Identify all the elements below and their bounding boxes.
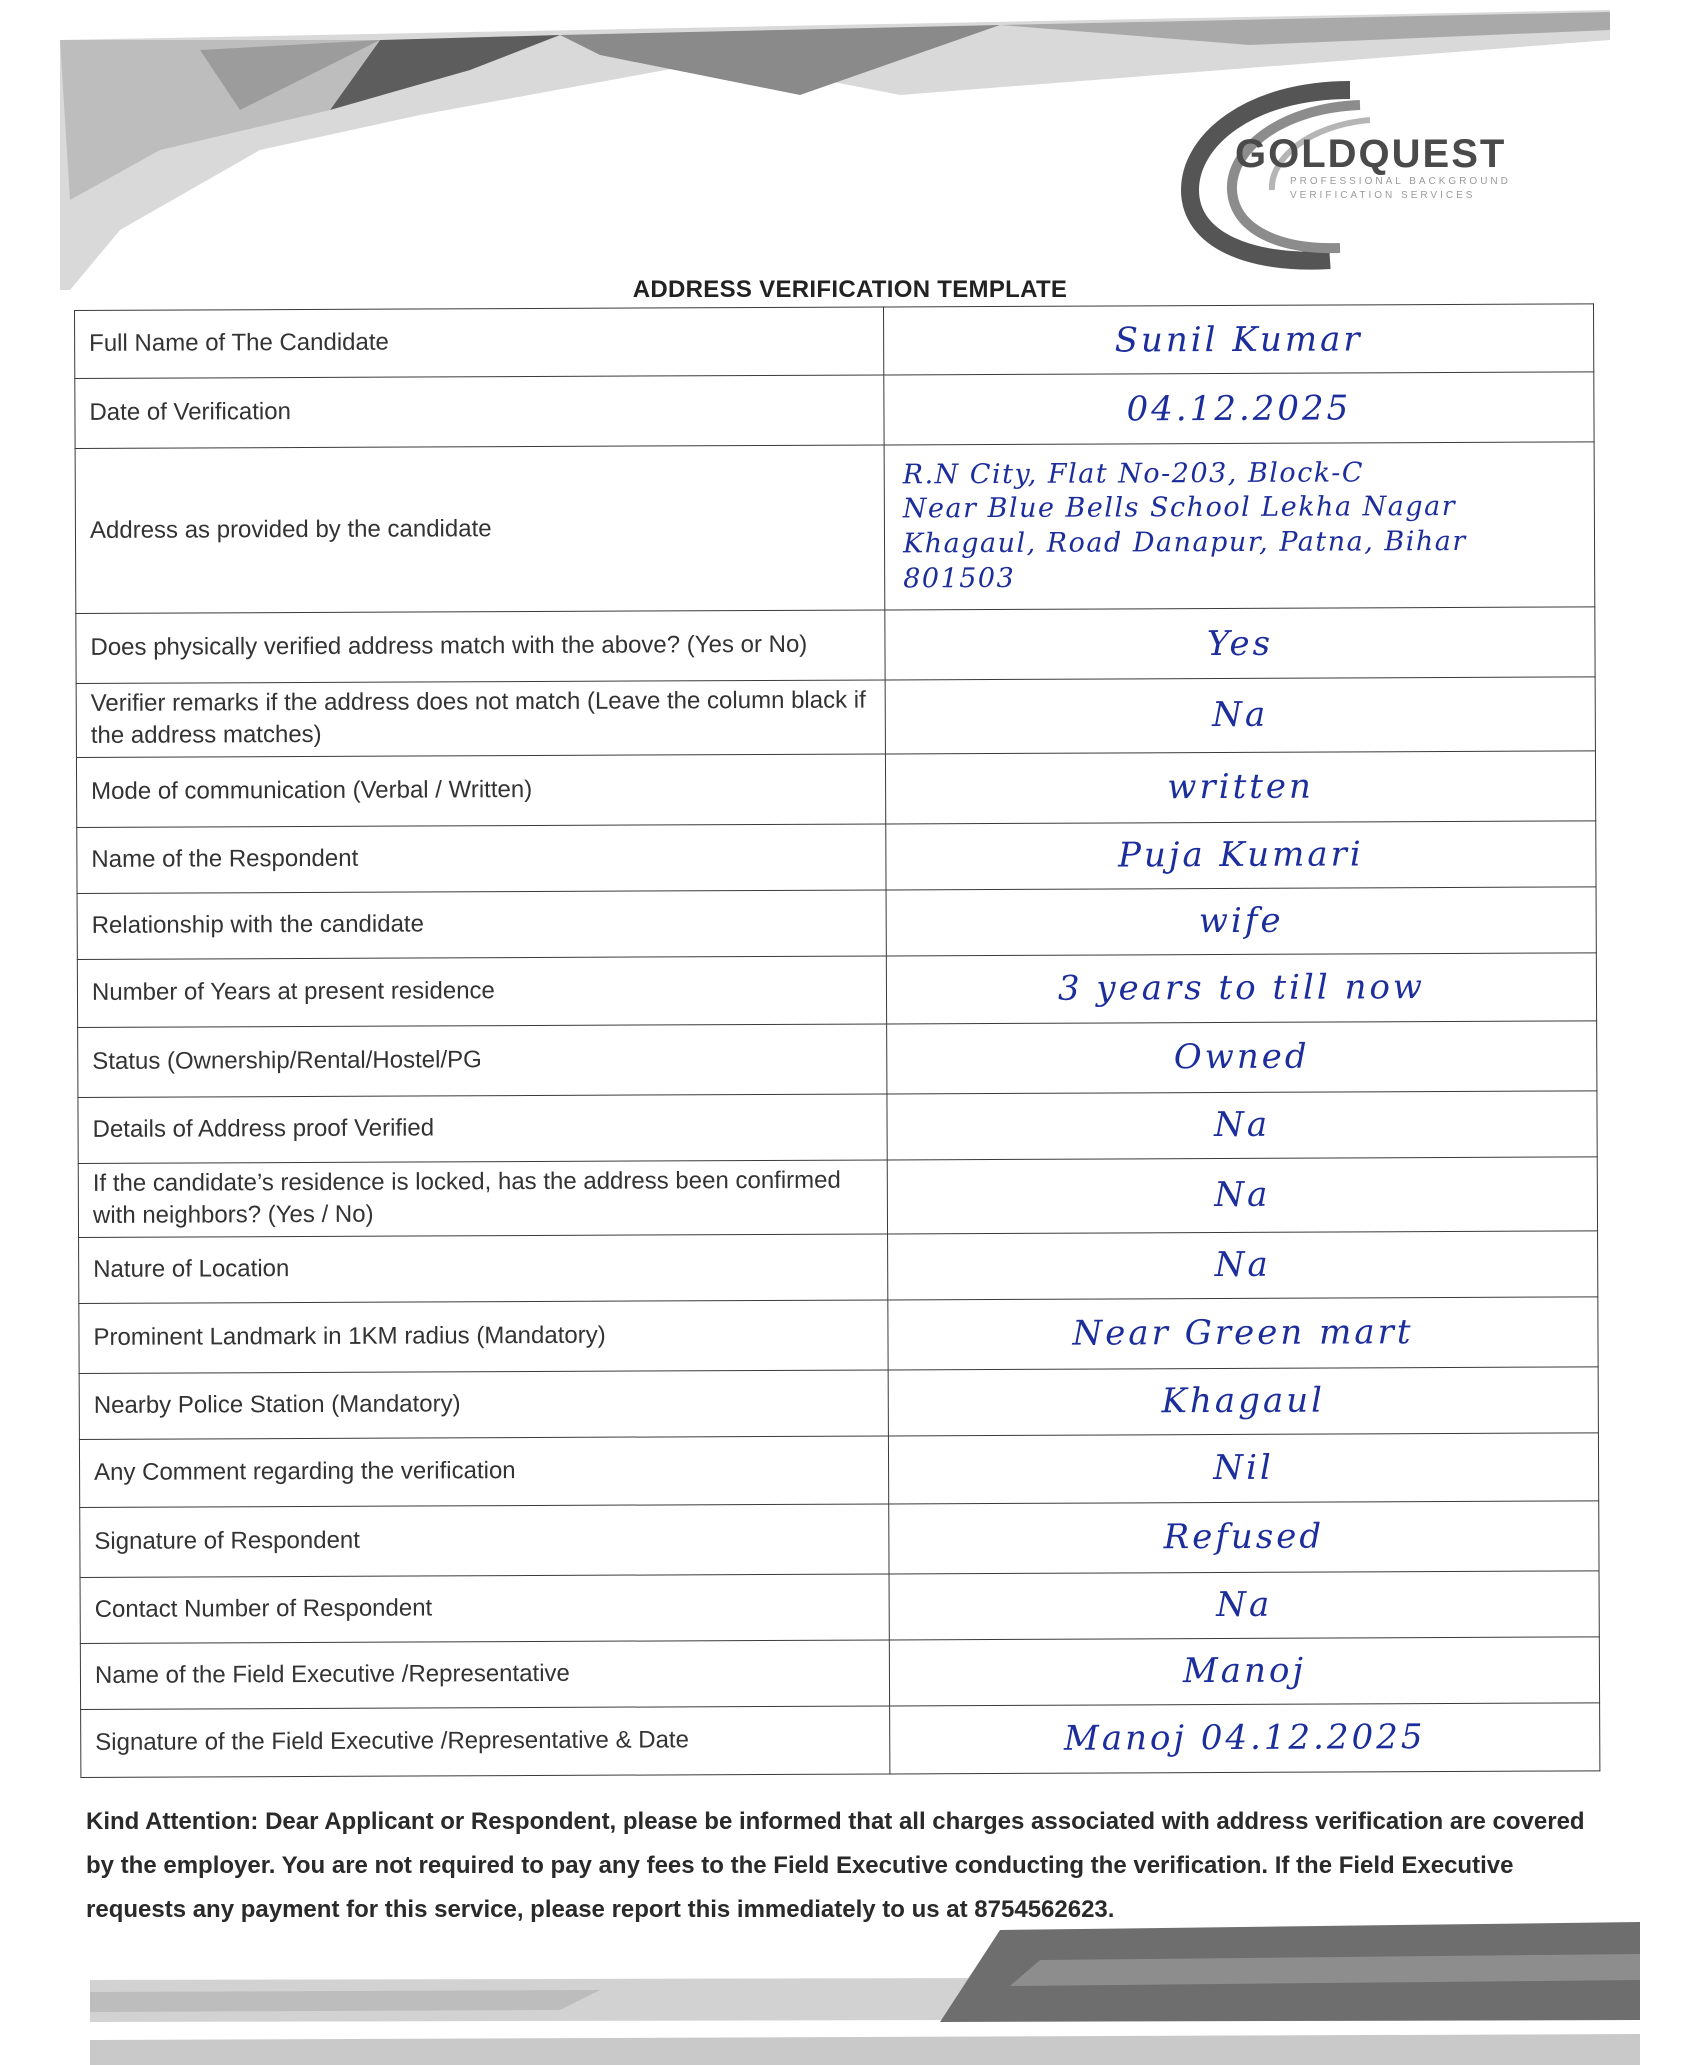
table-row <box>79 1366 1598 1439</box>
address-line: R.N City, Flat No-203, Block-C <box>902 457 1365 491</box>
field-value: Near Green mart <box>888 1296 1598 1369</box>
table-row <box>77 953 1596 1028</box>
field-label: Status (Ownership/Rental/Hostel/PG <box>78 1024 887 1098</box>
table-row <box>75 442 1595 614</box>
field-value: Na <box>888 1230 1598 1299</box>
address-value <box>884 442 1595 610</box>
field-value: Refused <box>889 1500 1599 1573</box>
field-value: 04.12.2025 <box>884 372 1594 445</box>
field-label: Signature of the Field Executive /Representative & Date <box>81 1706 890 1778</box>
table-row <box>78 1091 1597 1164</box>
verification-table <box>74 303 1600 1777</box>
field-label: If the candidate’s residence is locked, has the address been confirmed with neighbors? (Yes / No) <box>78 1160 887 1237</box>
field-label: Nature of Location <box>79 1234 888 1304</box>
field-value: written <box>885 751 1595 824</box>
field-value: Yes <box>885 607 1595 680</box>
address-line: 801503 <box>903 562 1016 594</box>
field-label: Number of Years at present residence <box>77 956 886 1028</box>
address-line: Near Blue Bells School Lekha Nagar <box>902 491 1457 525</box>
logo-subtext: VERIFICATION SERVICES <box>1290 190 1476 201</box>
table-row <box>76 607 1595 684</box>
field-value: Na <box>887 1091 1597 1160</box>
field-value: Nil <box>888 1432 1598 1503</box>
table-row <box>75 304 1594 379</box>
table-row <box>79 1296 1598 1373</box>
field-label: Address as provided by the candidate <box>75 445 885 614</box>
field-label: Verifier remarks if the address does not match (Leave the column black if the address matches) <box>76 680 885 757</box>
address-line: Khagaul, Road Danapur, Patna, Bihar <box>902 525 1467 560</box>
field-label: Mode of communication (Verbal / Written) <box>76 754 885 828</box>
field-value: wife <box>886 887 1596 956</box>
field-value: Puja Kumari <box>886 821 1596 890</box>
field-label: Relationship with the candidate <box>77 890 886 960</box>
table-row <box>75 372 1594 449</box>
table-row <box>78 1021 1597 1098</box>
field-label: Details of Address proof Verified <box>78 1094 887 1164</box>
field-value: Owned <box>887 1021 1597 1094</box>
footer-decorative-band <box>0 1920 1700 2065</box>
field-label: Full Name of The Candidate <box>75 307 884 379</box>
table-row <box>76 751 1595 828</box>
field-value: Khagaul <box>888 1366 1598 1435</box>
field-label: Date of Verification <box>75 375 884 449</box>
field-label: Any Comment regarding the verification <box>79 1436 888 1508</box>
field-label: Nearby Police Station (Mandatory) <box>79 1370 888 1440</box>
table-row <box>80 1570 1599 1643</box>
logo-wordmark: GOLDQUEST <box>1235 132 1507 176</box>
field-label: Signature of Respondent <box>80 1504 889 1578</box>
table-row <box>80 1636 1599 1709</box>
table-row <box>76 677 1595 757</box>
table-row <box>81 1702 1600 1777</box>
field-label: Prominent Landmark in 1KM radius (Mandatory) <box>79 1300 888 1374</box>
table-row <box>78 1157 1597 1237</box>
kind-attention-notice <box>86 1800 1616 1932</box>
notice-lead: Kind Attention: <box>86 1808 259 1835</box>
table-row <box>77 821 1596 894</box>
field-value: Sunil Kumar <box>883 304 1593 375</box>
field-value: Na <box>885 677 1595 754</box>
logo-subtext: PROFESSIONAL BACKGROUND <box>1290 176 1511 187</box>
field-label: Name of the Respondent <box>77 824 886 894</box>
table-row <box>79 1432 1598 1507</box>
notice-text: Dear Applicant or Respondent, please be informed that all charges associated with address verification are covered by the employer. You are not required to pay any fees to the Field Executive conducting the verification. If the Field Executive requests any payment for this service, please report this immediately to us at 8754562623. <box>86 1808 1585 1923</box>
field-label: Name of the Field Executive /Representative <box>80 1640 889 1710</box>
table-row <box>80 1500 1599 1577</box>
table-row <box>79 1230 1598 1303</box>
field-value: Na <box>889 1570 1599 1639</box>
field-value: Manoj <box>889 1636 1599 1705</box>
table-row <box>77 887 1596 960</box>
field-label: Does physically verified address match with the above? (Yes or No) <box>76 610 885 684</box>
form-title: ADDRESS VERIFICATION TEMPLATE <box>632 276 1068 303</box>
field-value: Na <box>887 1157 1597 1234</box>
field-value: Manoj 04.12.2025 <box>890 1702 1600 1773</box>
field-label: Contact Number of Respondent <box>80 1574 889 1644</box>
field-value: 3 years to till now <box>886 953 1596 1024</box>
